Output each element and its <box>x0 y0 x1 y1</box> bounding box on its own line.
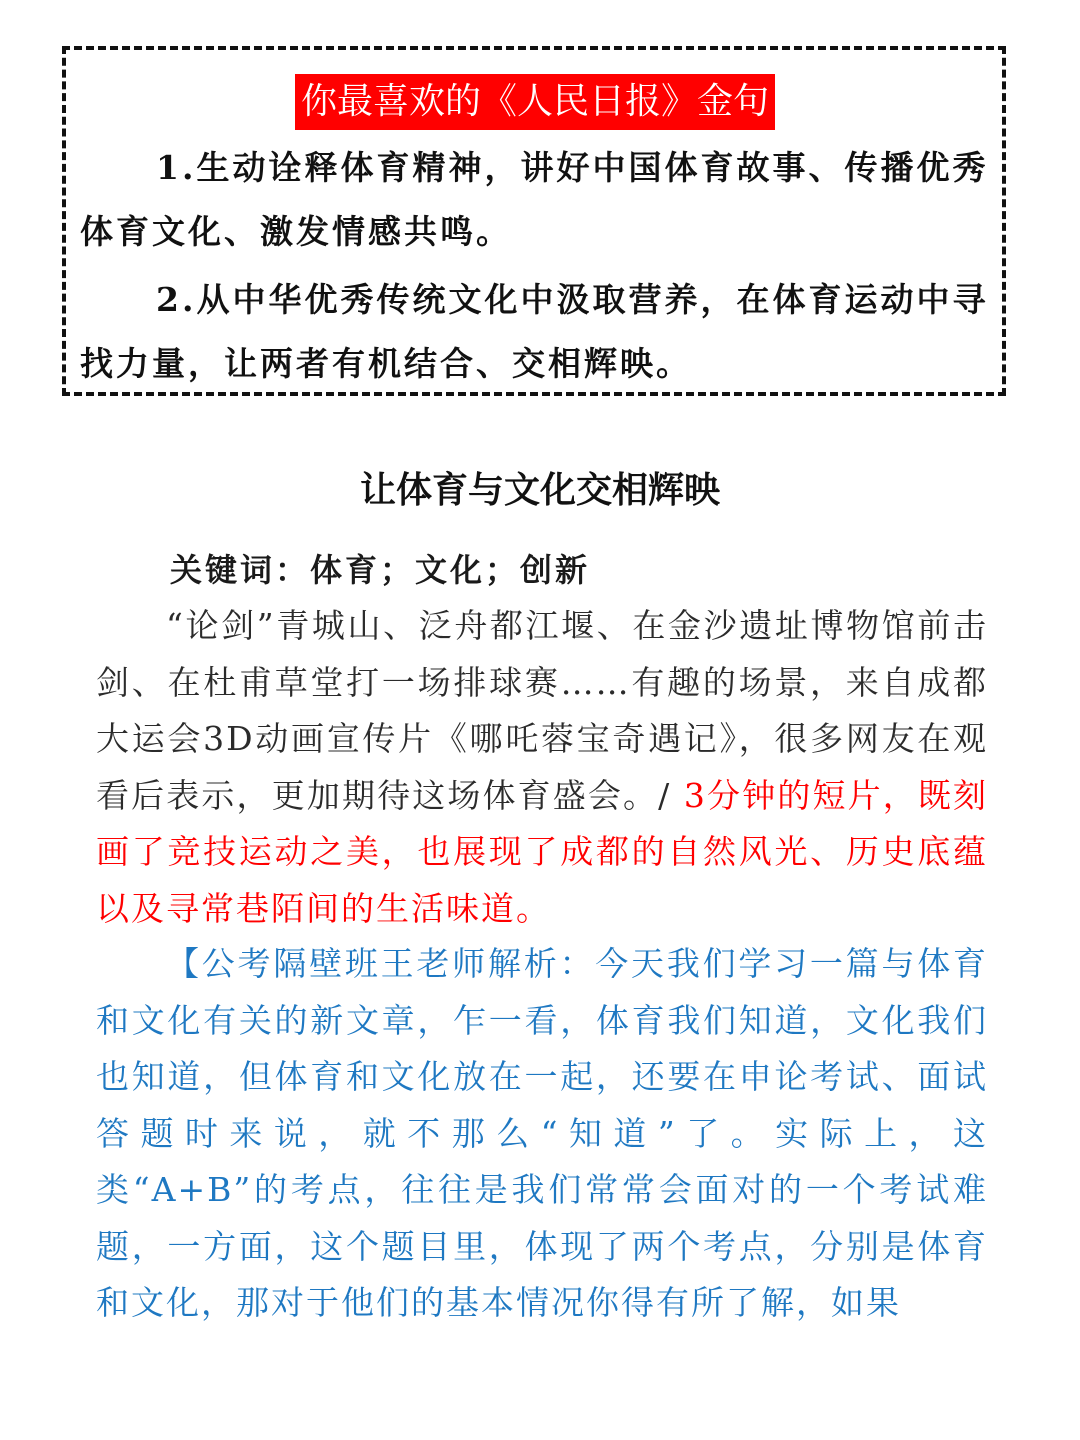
article-paragraph-1 <box>96 598 988 937</box>
keywords-values: 体育；文化；创新 <box>310 551 591 589</box>
analysis-paragraph: 【公考隔壁班王老师解析：今天我们学习一篇与体育和文化有关的新文章，乍一看，体育我们知道，文化我们也知道，但体育和文化放在一起，还要在申论考试、面试答题时来说，就不那么“知道”了。实际上，这类“A+B”的考点，往往是我们常常会面对的一个考试难题，一方面，这个题目里，体现了两个考点，分别是体育和文化，那对于他们的基本情况你得有所了解，如果 <box>96 944 988 1322</box>
quote-item-2: 2.从中华优秀传统文化中汲取营养，在体育运动中寻找力量，让两者有机结合、交相辉映。 <box>80 280 989 383</box>
keywords-label: 关键词： <box>170 551 311 589</box>
quote-box-title: 你最喜欢的《人民日报》金句 <box>295 74 775 130</box>
keywords-line <box>170 544 590 596</box>
article-title: 让体育与文化交相辉映 <box>359 469 720 511</box>
quote-box <box>62 46 1006 396</box>
paragraph-1-highlight: 3分钟的短片，既刻画了竞技运动之美，也展现了成都的自然风光、历史底蕴以及寻常巷陌间的生活味道。 <box>96 775 989 928</box>
quote-item-1: 1.生动诠释体育精神，讲好中国体育故事、传播优秀体育文化、激发情感共鸣。 <box>80 148 989 251</box>
paragraph-1-text: “论剑”青城山、泛舟都江堰、在金沙遗址博物馆前击剑、在杜甫草堂打一场排球赛……有趣的场景，来自成都大运会3D动画宣传片《哪吒蓉宝奇遇记》，很多网友在观看后表示，更加期待这场体育盛会。/ <box>96 606 988 815</box>
